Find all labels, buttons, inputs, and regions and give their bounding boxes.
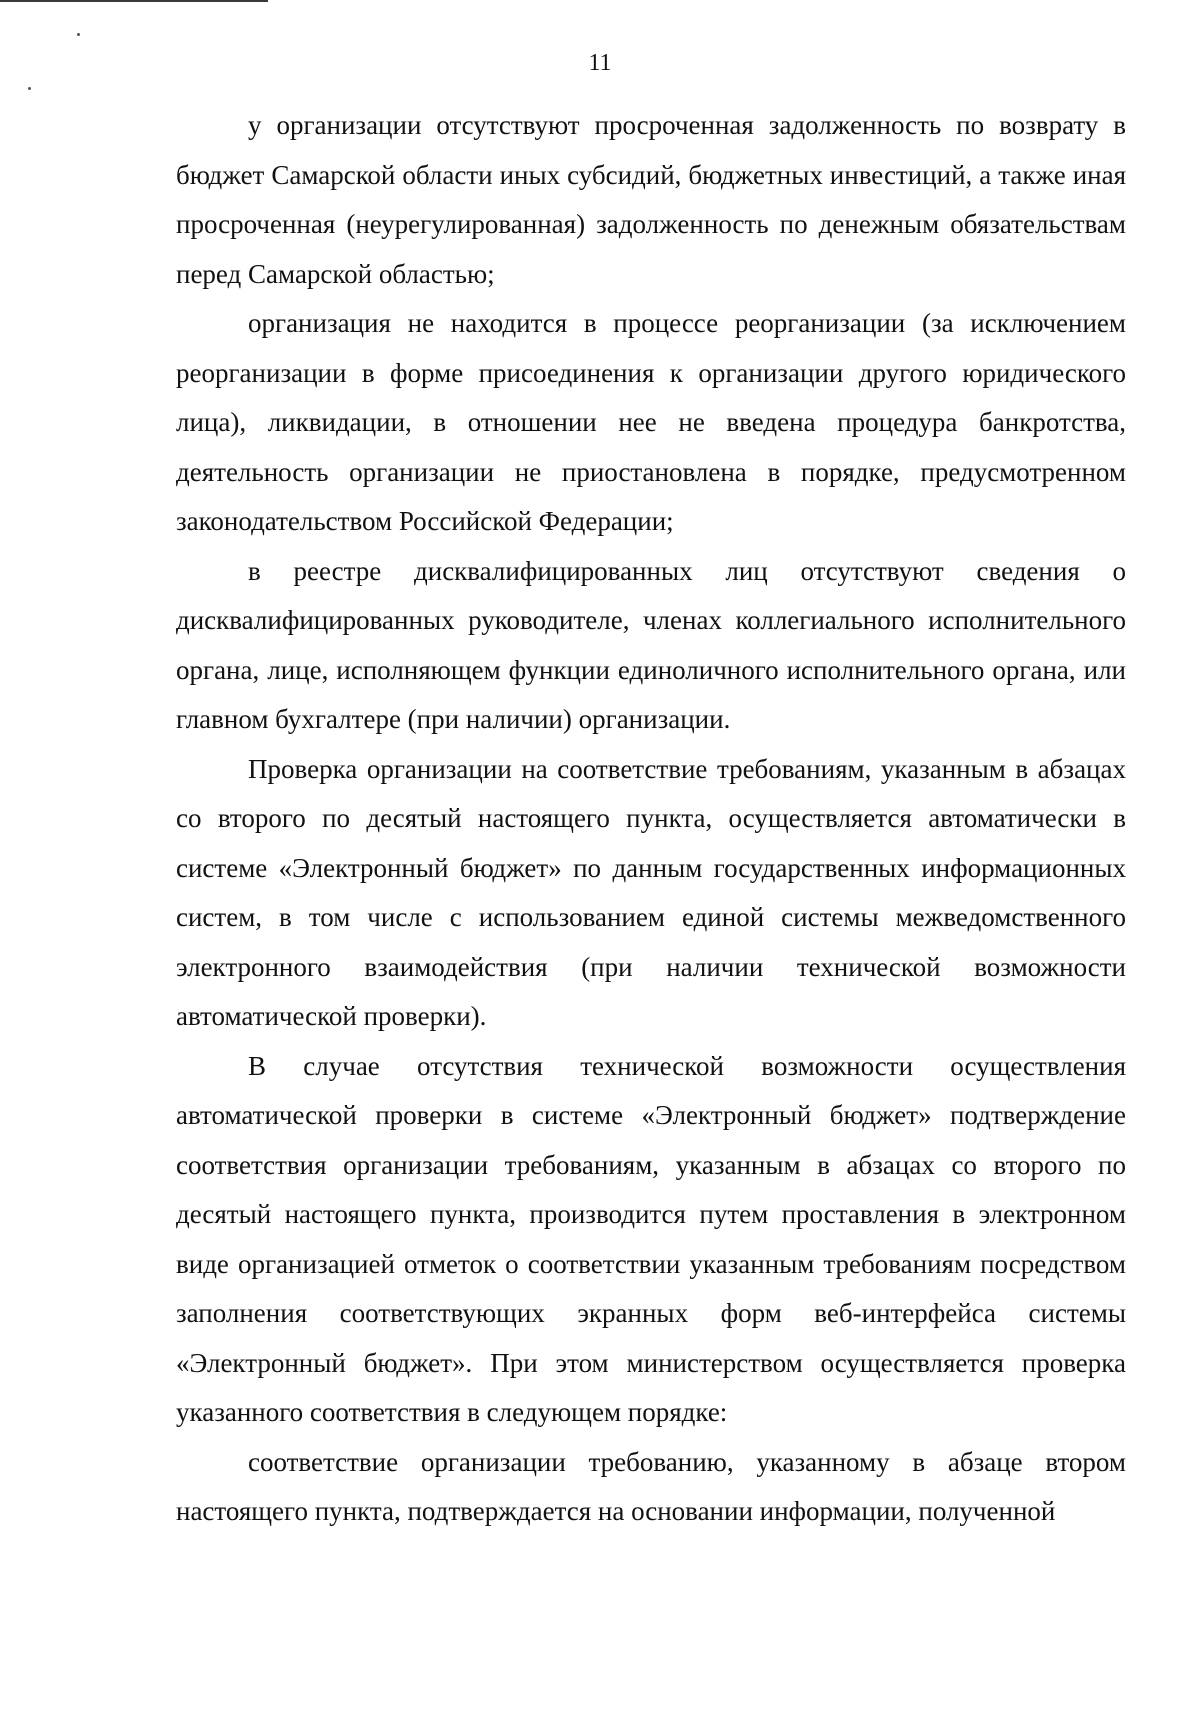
scan-speck <box>77 33 80 36</box>
paragraph-debt-condition: у организации отсутствуют просроченная задолженность по возврату в бюджет Самарской области иных субсидий, бюджетных инвестиций, а также иная просроченная (неурегулированная) задолженность по денежным обязательствам перед Самарской областью; <box>176 110 1126 289</box>
scan-edge-line <box>0 0 268 2</box>
paragraph-reorganization-condition: организация не находится в процессе реорганизации (за исключением реорганизации в форме присоединения к организации другого юридического лица), ликвидации, в отношении нее не введена процедура банкротства, деятельность организации не приостановлена в порядке, предусмотренном законодательством Российской Федерации; <box>176 308 1126 536</box>
document-body <box>176 101 1126 1537</box>
scan-speck <box>28 87 31 90</box>
page-number: 11 <box>588 50 612 76</box>
paragraph-second-paragraph-check: соответствие организации требованию, указанному в абзаце втором настоящего пункта, подтверждается на основании информации, полученной <box>176 1446 1126 1526</box>
paragraph-manual-check: В случае отсутствия технической возможности осуществления автоматической проверки в системе «Электронный бюджет» подтверждение соответствия организации требованиям, указанным в абзацах со второго по десятый настоящего пункта, производится путем проставления в электронном виде организацией отметок о соответствии указанным требованиям посредством заполнения соответствующих экранных форм веб-интерфейса системы «Электронный бюджет». При этом министерством осуществляется проверка указанного соответствия в следующем порядке: <box>176 1050 1126 1427</box>
paragraph-automatic-check: Проверка организации на соответствие требованиям, указанным в абзацах со второго по десятый настоящего пункта, осуществляется автоматически в системе «Электронный бюджет» по данным государственных информационных систем, в том числе с использованием единой системы межведомственного электронного взаимодействия (при наличии технической возможности автоматической проверки). <box>176 753 1126 1031</box>
paragraph-disqualified-persons-condition: в реестре дисквалифицированных лиц отсутствуют сведения о дисквалифицированных руководителе, членах коллегиального исполнительного органа, лице, исполняющем функции единоличного исполнительного органа, или главном бухгалтере (при наличии) организации. <box>176 555 1126 734</box>
